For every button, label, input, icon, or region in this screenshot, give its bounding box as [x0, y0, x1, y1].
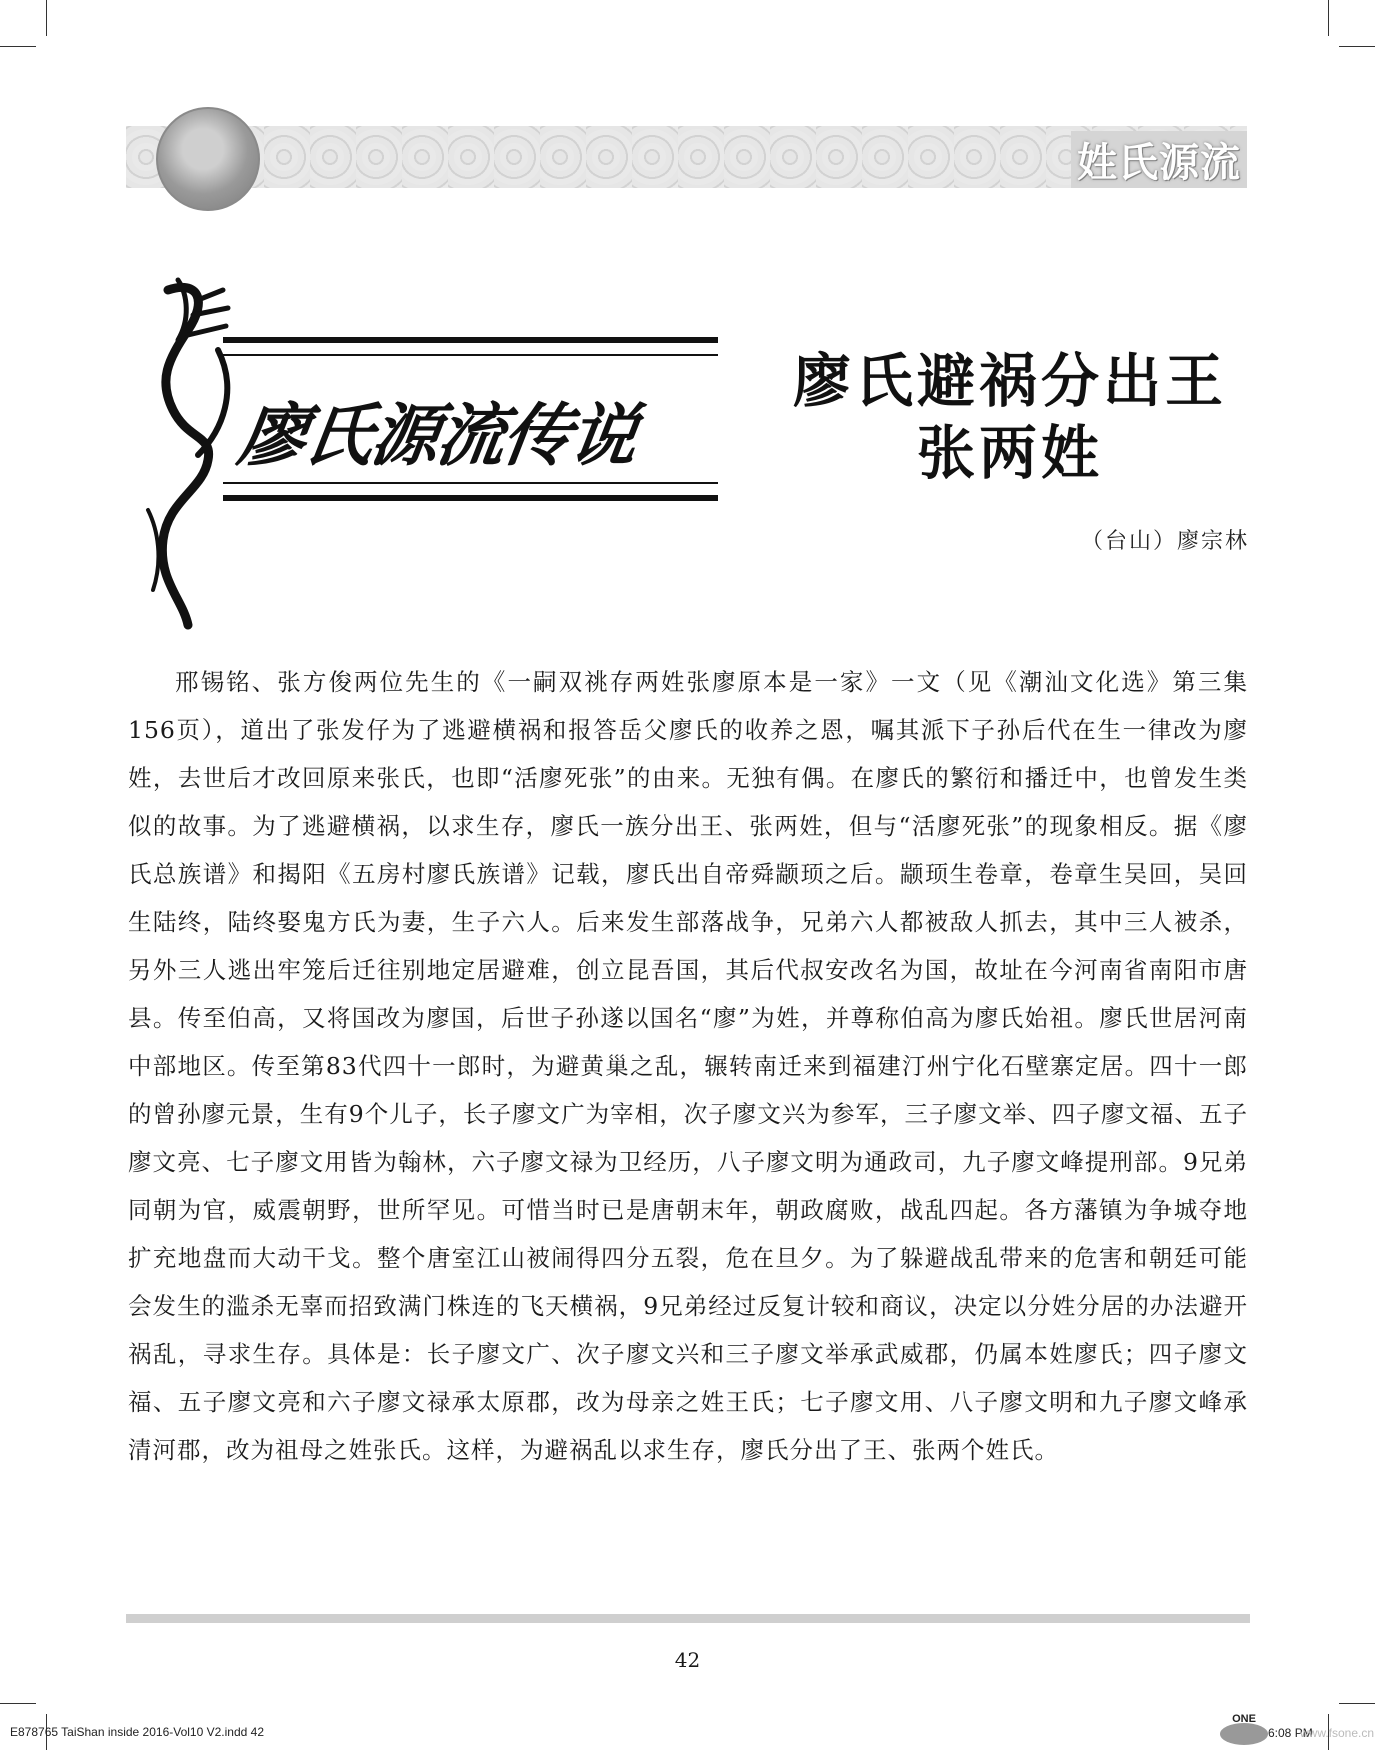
crop-mark [1339, 1703, 1375, 1704]
print-time: 6:08 PM [1268, 1726, 1313, 1740]
watermark-url: www.fsone.cn [1300, 1726, 1375, 1740]
page-number: 42 [674, 1648, 701, 1672]
bottom-rule [126, 1614, 1250, 1623]
crop-mark [46, 0, 47, 36]
calligraphy-brush-stroke [148, 280, 228, 625]
article-body: 邢锡铭、张方俊两位先生的《一嗣双祧存两姓张廖原本是一家》一文（见《潮汕文化选》第三集156页），道出了张发仔为了逃避横祸和报答岳父廖氏的收养之恩，嘱其派下子孙后代在生一律改为廖姓，去世后才改回原来张氏，也即“活廖死张”的由来。无独有偶。在廖氏的繁衍和播迁中，也曾发生类似的故事。为了逃避横祸，以求生存，廖氏一族分出王、张两姓，但与“活廖死张”的现象相反。据《廖氏总族谱》和揭阳《五房村廖氏族谱》记载，廖氏出自帝舜颛顼之后。颛顼生卷章，卷章生吴回，吴回生陆终，陆终娶鬼方氏为妻，生子六人。后来发生部落战争，兄弟六人都被敌人抓去，其中三人被杀，另外三人逃出牢笼后迁往别地定居避难，创立昆吾国，其后代叔安改名为国，故址在今河南省南阳市唐县。传至伯高，又将国改为廖国，后世子孙遂以国名“廖”为姓，并尊称伯高为廖氏始祖。廖氏世居河南中部地区。传至第83代四十一郎时，为避黄巢之乱，辗转南迁来到福建汀州宁化石壁寨定居。四十一郎的曾孙廖元景，生有9个儿子，长子廖文广为宰相，次子廖文兴为参军，三子廖文举、四子廖文福、五子廖文亮、七子廖文用皆为翰林，六子廖文禄为卫经历，八子廖文明为通政司，九子廖文峰提刑部。9兄弟同朝为官，威震朝野，世所罕见。可惜当时已是唐朝末年，朝政腐败，战乱四起。各方藩镇为争城夺地扩充地盘而大动干戈。整个唐室江山被闹得四分五裂，危在旦夕。为了躲避战乱带来的危害和朝廷可能会发生的滥杀无辜而招致满门株连的飞天横祸，9兄弟经过反复计较和商议，决定以分姓分居的办法避开祸乱，寻求生存。具体是：长子廖文广、次子廖文兴和三子廖文举承武威郡，仍属本姓廖氏；四子廖文福、五子廖文亮和六子廖文禄承太原郡，改为母亲之姓王氏；七子廖文用、八子廖文明和九子廖文峰承清河郡，改为祖母之姓张氏。这样，为避祸乱以求生存，廖氏分出了王、张两个姓氏。 [128, 668, 1248, 1464]
publisher-logo-text: ONE [1232, 1713, 1256, 1725]
crop-mark [0, 1703, 36, 1704]
author-byline: （台山）廖宗林 [1080, 529, 1249, 554]
header-medallion-image [156, 107, 260, 211]
crop-mark [1339, 46, 1375, 47]
crop-mark [1328, 0, 1329, 36]
article-title-line: 廖氏避祸分出王 [792, 347, 1227, 415]
crop-mark [0, 46, 36, 47]
section-title: 姓氏源流 [1071, 131, 1247, 188]
print-slug: E878765 TaiShan inside 2016-Vol10 V2.indd 42 [10, 1725, 264, 1739]
title-art-text: 廖氏源流传说 [233, 397, 641, 476]
article-title-line: 张两姓 [916, 419, 1103, 487]
publisher-logo-icon [1216, 1708, 1272, 1748]
article-title [760, 345, 1260, 489]
